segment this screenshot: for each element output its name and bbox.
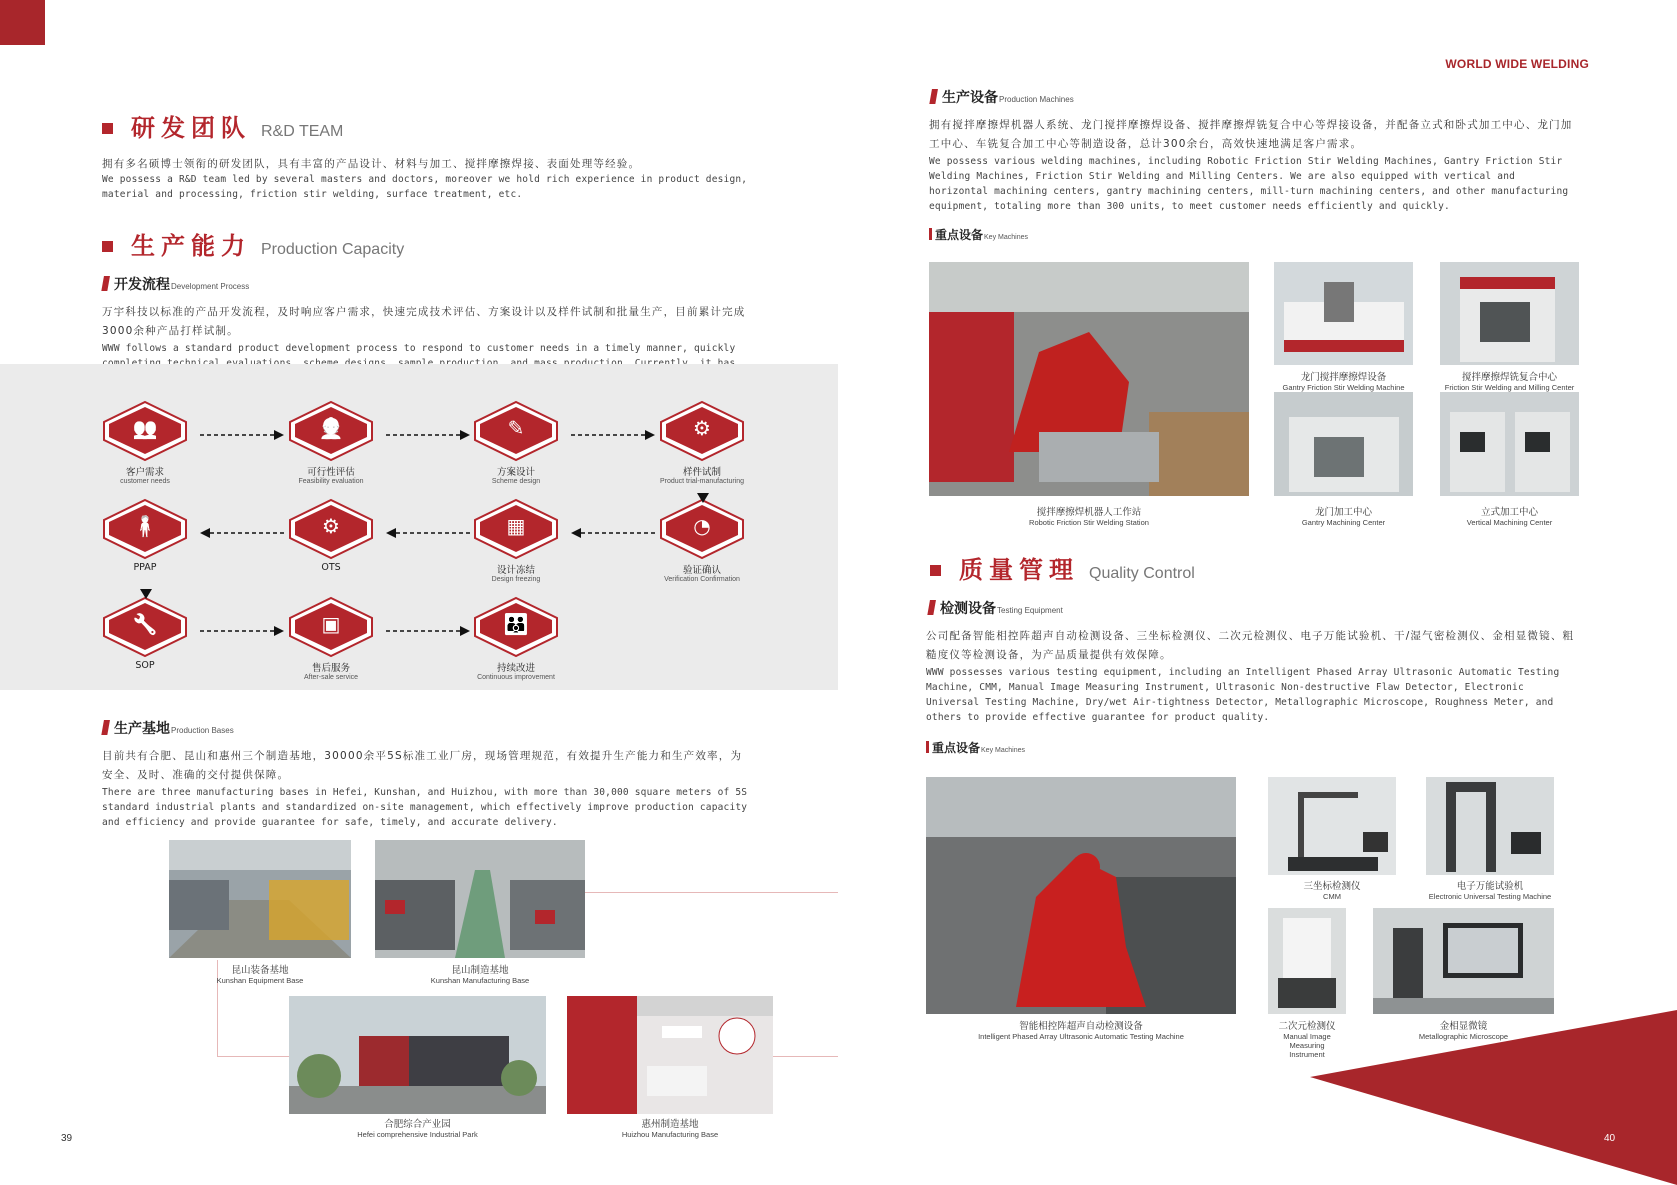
cmm-caption xyxy=(1268,878,1396,901)
rd-text-en: We possess a R&D team led by several masters and doctors, moreover we hold rich experience in product design, material and processing, friction stir welding, surface treatment, etc. xyxy=(102,174,748,200)
step-label-en: Continuous improvement xyxy=(477,674,555,681)
bases-heading xyxy=(103,718,234,738)
kunshan-manufacturing-caption xyxy=(375,962,585,985)
universal-testing-machine-caption xyxy=(1418,878,1562,901)
arrow-down xyxy=(140,584,152,603)
arrow-down xyxy=(697,488,709,507)
ultrasonic-testing-machine-photo xyxy=(926,777,1236,1014)
dev-title-cn: 开发流程 xyxy=(114,277,170,293)
huizhou-base-photo xyxy=(567,996,773,1114)
connector-line xyxy=(585,892,838,893)
worker-icon: 🧍 xyxy=(132,514,158,538)
caption-en: CMM xyxy=(1323,892,1341,901)
step-label-cn: SOP xyxy=(135,660,155,671)
step-label-en: After-sale service xyxy=(303,674,359,681)
rd-heading xyxy=(102,108,343,143)
step-label-en: customer needs xyxy=(120,478,170,485)
service-icon: ▣ xyxy=(321,612,341,636)
key-machines-cn: 重点设备 xyxy=(935,228,984,242)
grid-icon: ▦ xyxy=(506,514,526,538)
bases-text-en: There are three manufacturing bases in Hefei, Kunshan, and Huizhou, with more than 30,000 square meters of 5S standard industrial plants and standardized on-site management, which effectively improve production capacity and efficiency and provide guarantee for safe, timely, and accurate delivery. xyxy=(102,787,748,828)
capacity-heading xyxy=(102,226,404,261)
key-machines-en: Key Machines xyxy=(984,234,1028,241)
corner-block xyxy=(0,0,45,45)
step-label-cn: 客户需求 xyxy=(125,467,164,478)
arrow-left xyxy=(386,523,470,542)
quality-heading xyxy=(930,550,1195,585)
ultrasonic-testing-machine-caption xyxy=(926,1018,1236,1041)
process-step xyxy=(97,400,193,485)
step-hexagon xyxy=(659,498,745,560)
caption-en: Kunshan Manufacturing Base xyxy=(430,976,530,985)
quality-title-cn: 质量管理 xyxy=(959,556,1079,584)
caption-en: Friction Stir Welding and Milling Center xyxy=(1444,383,1575,392)
caption-cn: 三坐标检测仪 xyxy=(1303,881,1361,892)
kunshan-equipment-caption xyxy=(169,962,351,985)
machines-title-cn: 生产设备 xyxy=(942,90,998,106)
dev-heading xyxy=(103,274,249,294)
engineer-icon: 👷 xyxy=(318,416,344,440)
caption-en: Intelligent Phased Array Ultrasonic Automatic Testing Machine xyxy=(978,1032,1184,1041)
fsw-milling-center-photo xyxy=(1440,262,1579,365)
gantry-fsw-machine-photo xyxy=(1274,262,1413,365)
machines-text-en: We possess various welding machines, including Robotic Friction Stir Welding Machines, Gantry Friction Stir Welding Machines, Friction Stir Welding and Milling Centers. We are also equipped with vertical and horizontal machining centers, gantry machining centers, mill-turn machining centers, and other manufacturing equipment, totaling more than 300 units, to meet customer needs efficiently and quickly. xyxy=(929,156,1569,212)
caption-en: Robotic Friction Stir Welding Station xyxy=(1029,518,1149,527)
key-machines-heading xyxy=(929,226,1028,243)
arrow-right xyxy=(200,621,284,640)
machine-icon: ⚙ xyxy=(693,416,711,440)
machines-heading xyxy=(931,87,1074,107)
process-step xyxy=(468,596,564,681)
caption-cn: 搅拌摩擦焊机器人工作站 xyxy=(1036,507,1142,518)
team-icon: 👪 xyxy=(503,612,529,636)
caption-cn: 搅拌摩擦焊铣复合中心 xyxy=(1461,372,1557,383)
connector-line xyxy=(773,1056,838,1057)
step-label-cn: OTS xyxy=(321,562,341,573)
step-hexagon xyxy=(288,400,374,462)
step-hexagon xyxy=(102,596,188,658)
rd-title-cn: 研发团队 xyxy=(131,114,251,142)
step-label-cn: 可行性评估 xyxy=(307,467,355,478)
step-label-en: Verification Confirmation xyxy=(664,576,740,583)
vertical-machining-center-photo xyxy=(1440,392,1579,496)
testing-text-cn: 公司配备智能相控阵超声自动检测设备、三坐标检测仪、二次元检测仪、电子万能试验机、干/湿气密检测仪、金相显微镜、粗糙度仪等检测设备，为产品质量提供有效保障。 xyxy=(926,630,1575,661)
bases-title-en: Production Bases xyxy=(171,726,234,735)
step-label-en: Feasibility evaluation xyxy=(298,478,364,485)
step-hexagon xyxy=(659,400,745,462)
process-step xyxy=(97,498,193,573)
step-label-cn: 方案设计 xyxy=(496,467,535,478)
caption-cn: 二次元检测仪 xyxy=(1278,1021,1336,1032)
caption-cn: 电子万能试验机 xyxy=(1456,881,1524,892)
step-label-cn: 持续改进 xyxy=(496,663,535,674)
arrow-right xyxy=(200,425,284,444)
arrow-right xyxy=(571,425,655,444)
process-step xyxy=(654,498,750,583)
step-hexagon xyxy=(288,498,374,560)
design-icon: ✎ xyxy=(507,416,525,440)
caption-en: Gantry Machining Center xyxy=(1301,518,1386,527)
step-hexagon xyxy=(473,498,559,560)
caption-cn: 惠州制造基地 xyxy=(641,1119,699,1130)
caption-cn: 立式加工中心 xyxy=(1480,507,1538,518)
key-testing-en: Key Machines xyxy=(981,747,1025,754)
testing-title-cn: 检测设备 xyxy=(940,601,996,617)
caption-en: Vertical Machining Center xyxy=(1466,518,1553,527)
caption-en: Metallographic Microscope xyxy=(1418,1032,1509,1041)
step-hexagon xyxy=(288,596,374,658)
caption-cn: 龙门加工中心 xyxy=(1314,507,1372,518)
caption-cn: 金相显微镜 xyxy=(1439,1021,1488,1032)
cmm-photo xyxy=(1268,777,1396,875)
dev-text-en: WWW follows a standard product development process to respond to customer needs in a timely manner, quickly xyxy=(102,343,736,354)
bases-title-cn: 生产基地 xyxy=(114,721,170,737)
caption-en: Kunshan Equipment Base xyxy=(216,976,304,985)
kunshan-manufacturing-photo xyxy=(375,840,585,958)
step-label-en: Design freezing xyxy=(491,576,541,583)
arrow-left xyxy=(200,523,284,542)
arrow-left xyxy=(571,523,655,542)
rd-text-cn: 拥有多名硕博士领衔的研发团队，具有丰富的产品设计、材料与加工、搅拌摩擦焊接、表面处理等经验。 xyxy=(102,158,641,170)
process-step xyxy=(97,596,193,671)
machines-title-en: Production Machines xyxy=(999,95,1074,104)
caption-cn: 合肥综合产业园 xyxy=(384,1119,451,1130)
step-label-cn: PPAP xyxy=(133,562,157,573)
step-hexagon xyxy=(102,400,188,462)
gears-icon: ⚙ xyxy=(322,514,340,538)
connector-line xyxy=(217,1056,289,1057)
caption-en: Huizhou Manufacturing Base xyxy=(621,1130,719,1139)
step-label-cn: 设计冻结 xyxy=(496,565,535,576)
arrow-right xyxy=(386,621,470,640)
step-hexagon xyxy=(102,498,188,560)
image-measuring-instrument-caption xyxy=(1252,1018,1362,1059)
page-number-right: 40 xyxy=(1604,1133,1616,1144)
vertical-machining-center-caption xyxy=(1440,504,1579,527)
dev-text-cn: 万宇科技以标准的产品开发流程，及时响应客户需求，快速完成技术评估、方案设计以及样件试制和批量生产，目前累计完成3000余种产品打样试制。 xyxy=(102,306,746,337)
bases-text-cn: 目前共有合肥、昆山和惠州三个制造基地，30000余平5S标准工业厂房，现场管理规范，有效提升生产能力和生产效率，为安全、及时、准确的交付提供保障。 xyxy=(102,750,743,781)
robotic-fsw-station-caption xyxy=(929,504,1249,527)
hefei-park-caption xyxy=(289,1116,546,1139)
process-step xyxy=(468,498,564,583)
arrow-right xyxy=(386,425,470,444)
step-label-cn: 售后服务 xyxy=(311,663,350,674)
step-label-en: Product trial-manufacturing xyxy=(659,478,745,485)
process-step xyxy=(654,400,750,485)
testing-text-en: WWW possesses various testing equipment, including an Intelligent Phased Array Ultrasonic Automatic Testing Machine, CMM, Manual Image Measuring Instrument, Ultrasonic Non-destructive Flaw Detector, Electronic Universal Testing Machine, Dry/wet Air-tightness Detector, Metallographic Microscope, Roughness Meter, and others to provide effective guarantee for product quality. xyxy=(926,667,1560,723)
step-hexagon xyxy=(473,596,559,658)
step-hexagon xyxy=(473,400,559,462)
dev-title-en: Development Process xyxy=(171,282,250,291)
image-measuring-instrument-photo xyxy=(1268,908,1346,1014)
people-icon: 👥 xyxy=(132,416,158,440)
gauge-icon: ◔ xyxy=(693,514,711,538)
huizhou-base-caption xyxy=(567,1116,773,1139)
metallographic-microscope-caption xyxy=(1373,1018,1554,1041)
process-step xyxy=(283,400,379,485)
testing-title-en: Testing Equipment xyxy=(997,606,1063,615)
tools-icon: 🔧 xyxy=(132,612,158,636)
caption-cn: 昆山装备基地 xyxy=(231,965,289,976)
process-step xyxy=(283,596,379,681)
process-step xyxy=(468,400,564,485)
fsw-milling-center-caption xyxy=(1432,369,1587,392)
caption-en: Hefei comprehensive Industrial Park xyxy=(357,1130,478,1139)
gantry-machining-center-caption xyxy=(1274,504,1413,527)
caption-en: Manual Image Measuring Instrument xyxy=(1283,1032,1331,1059)
testing-heading xyxy=(929,598,1063,618)
capacity-title-en: Production Capacity xyxy=(261,241,405,258)
machines-text-cn: 拥有搅拌摩擦焊机器人系统、龙门搅拌摩擦焊设备、搅拌摩擦焊铣复合中心等焊接设备，并配备立式和卧式加工中心、龙门加工中心、车铣复合加工中心等制造设备，总计300余台，高效快速地满足客户需求。 xyxy=(929,119,1573,150)
kunshan-equipment-photo xyxy=(169,840,351,958)
caption-cn: 龙门搅拌摩擦焊设备 xyxy=(1300,372,1387,383)
step-label-cn: 验证确认 xyxy=(682,565,721,576)
step-label-en: Scheme design xyxy=(491,478,541,485)
gantry-machining-center-photo xyxy=(1274,392,1413,496)
caption-en: Gantry Friction Stir Welding Machine xyxy=(1282,383,1405,392)
caption-cn: 智能相控阵超声自动检测设备 xyxy=(1019,1021,1143,1032)
hefei-park-photo xyxy=(289,996,546,1114)
step-label-cn: 样件试制 xyxy=(682,467,721,478)
gantry-fsw-machine-caption xyxy=(1274,369,1413,392)
robotic-fsw-station-photo xyxy=(929,262,1249,496)
process-step xyxy=(283,498,379,573)
caption-cn: 昆山制造基地 xyxy=(451,965,509,976)
capacity-title-cn: 生产能力 xyxy=(131,232,251,260)
metallographic-microscope-photo xyxy=(1373,908,1554,1014)
quality-title-en: Quality Control xyxy=(1089,565,1195,582)
page-number-left: 39 xyxy=(61,1133,73,1144)
rd-title-en: R&D TEAM xyxy=(261,123,344,140)
key-testing-cn: 重点设备 xyxy=(932,741,981,755)
universal-testing-machine-photo xyxy=(1426,777,1554,875)
brand-text: WORLD WIDE WELDING xyxy=(1445,57,1589,71)
key-testing-heading xyxy=(926,739,1025,756)
caption-en: Electronic Universal Testing Machine xyxy=(1428,892,1552,901)
